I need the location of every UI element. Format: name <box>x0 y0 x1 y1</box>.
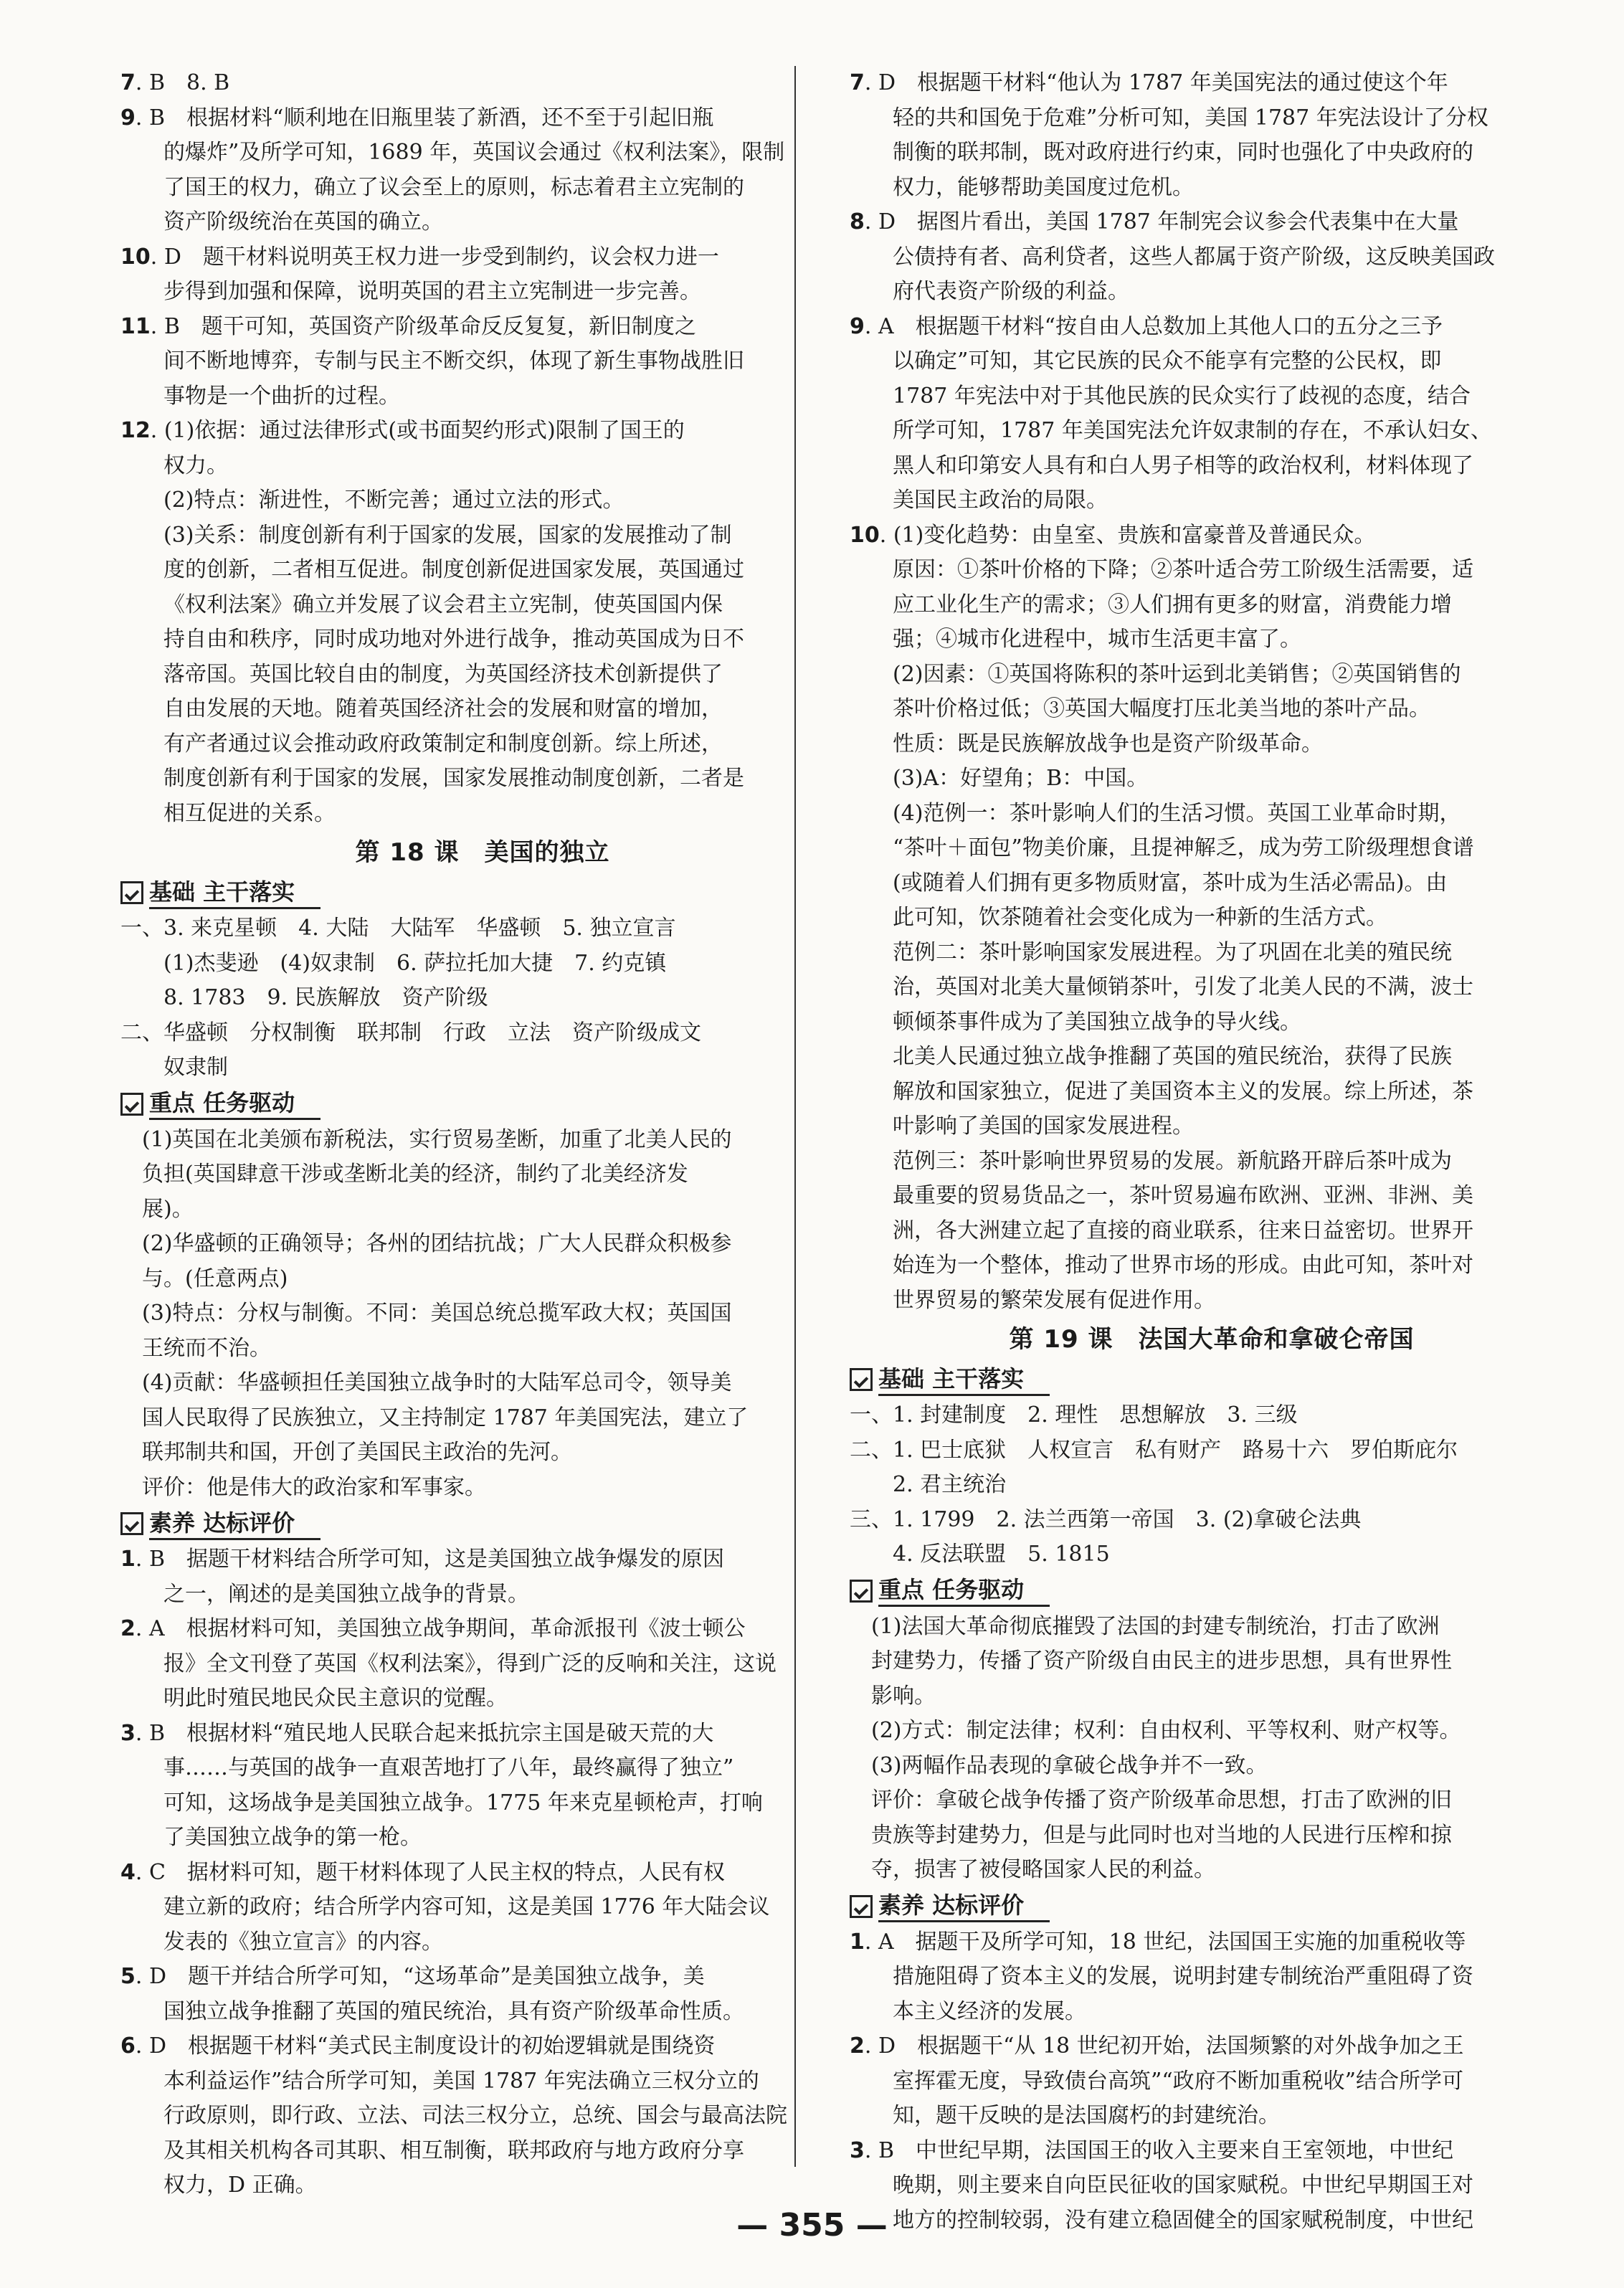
answer-line: 性质：既是民族解放战争也是资产阶级革命。 <box>893 731 1323 756</box>
answer-line: 相互促进的关系。 <box>163 800 336 826</box>
section-label: 重点 任务驱动 <box>878 1575 1050 1607</box>
question-number: 1 <box>120 1547 136 1572</box>
answer-text: B 根据材料“殖民地人民联合起来抵抗宗主国是破天荒的大 <box>148 1720 714 1746</box>
task-answer-line: 评价：拿破仑战争传播了资产阶级革命思想，打击了欧洲的旧 <box>871 1788 1452 1813</box>
section-label: 素养 达标评价 <box>149 1508 320 1540</box>
answer-text: D 根据题干“从 18 世纪初开始，法国频繁的对外战争加之王 <box>878 2033 1464 2059</box>
answer-line: 最重要的贸易货品之一，茶叶贸易遍布欧洲、亚洲、非洲、美 <box>893 1183 1473 1208</box>
task-answer-line: (1)英国在北美颁布新税法，实行贸易垄断，加重了北美人民的 <box>142 1126 732 1152</box>
section-header <box>120 875 845 910</box>
answer-line: 府代表资产阶级的利益。 <box>893 279 1129 304</box>
answer-line: 叶影响了美国的国家发展进程。 <box>893 1114 1194 1139</box>
task-answer-line: 与。(任意两点) <box>142 1266 288 1291</box>
answer-line: 报》全文刊登了英国《权利法案》，得到广泛的反响和关注，这说 <box>163 1651 777 1676</box>
answer-line: 本主义经济的发展。 <box>893 1998 1086 2024</box>
answer-line: 及其相关机构各司其职、相互制衡，联邦政府与地方政府分享 <box>163 2137 744 2163</box>
task-answer-line: 负担(英国肆意干涉或垄断北美的经济，制约了北美经济发 <box>142 1162 688 1187</box>
answer-text: D 题干材料说明英王权力进一步受到制约，议会权力进一 <box>163 244 719 270</box>
answer-line: (3)关系：制度创新有利于国家的发展，国家的发展推动了制 <box>163 522 732 548</box>
answer-line: (4)范例一：茶叶影响人们的生活习惯。英国工业革命时期， <box>893 800 1461 826</box>
answer-line: 步得到加强和保障，说明英国的君主立宪制进一步完善。 <box>163 279 701 304</box>
answer-line: 明此时殖民地民众民主意识的觉醒。 <box>163 1686 508 1711</box>
section-header <box>850 1574 1574 1608</box>
answer-line: 权力。 <box>163 452 228 478</box>
right-column <box>850 66 1574 2238</box>
task-answer-line: (3)特点：分权与制衡。不同：美国总统总揽军政大权；英国国 <box>142 1301 732 1326</box>
question-line: 6. D 根据题干材料“美式民主制度设计的初始逻辑就是围绕资 <box>120 2033 716 2059</box>
question-number: 3 <box>850 2137 865 2163</box>
answer-line: 晚期，则主要来自向臣民征收的国家赋税。中世纪早期国王对 <box>893 2173 1473 2198</box>
task-answer-line: (2)方式：制定法律；权利：自由权利、平等权利、财产权等。 <box>871 1718 1461 1743</box>
fill-in-line: 二、华盛顿 分权制衡 联邦制 行政 立法 资产阶级成文 <box>120 1020 701 1045</box>
section-header <box>120 1506 845 1541</box>
answer-line: 自由发展的天地。随着英国经济社会的发展和财富的增加， <box>163 696 723 721</box>
answer-text: B 中世纪早期，法国国王的收入主要来自王室领地，中世纪 <box>878 2137 1453 2163</box>
answer-line: 有产者通过议会推动政府政策制定和制度创新。综上所述， <box>163 731 723 756</box>
answer-line: 《权利法案》确立并发展了议会君主立宪制，使英国国内保 <box>163 592 723 617</box>
question-line: 3. B 根据材料“殖民地人民联合起来抵抗宗主国是破天荒的大 <box>120 1720 714 1746</box>
answer-text: D 根据题干材料“美式民主制度设计的初始逻辑就是围绕资 <box>148 2033 716 2059</box>
answer-line: 世界贸易的繁荣发展有促进作用。 <box>893 1287 1215 1313</box>
fill-in-continuation: 奴隶制 <box>163 1055 228 1080</box>
task-answer-line: 贵族等封建势力，但是与此同时也对当地的人民进行压榨和掠 <box>871 1822 1452 1848</box>
answer-line: 之一，阐述的是美国独立战争的背景。 <box>163 1581 529 1607</box>
answer-line: 国独立战争推翻了英国的殖民统治，具有资产阶级革命性质。 <box>163 1998 744 2024</box>
question-number: 1 <box>850 1929 865 1955</box>
answer-text: D 据图片看出，美国 1787 年制宪会议参会代表集中在大量 <box>878 209 1459 234</box>
answer-line: 始连为一个整体，推动了世界市场的形成。由此可知，茶叶对 <box>893 1253 1473 1278</box>
question-line: 7. D 根据题干材料“他认为 1787 年美国宪法的通过使这个年 <box>850 70 1448 95</box>
question-line: 8. D 据图片看出，美国 1787 年制宪会议参会代表集中在大量 <box>850 209 1459 234</box>
question-line: 7. B 8. B <box>120 70 230 95</box>
answer-line: 公债持有者、高利贷者，这些人都属于资产阶级，这反映美国政 <box>893 244 1495 270</box>
answer-line: 茶叶价格过低；③英国大幅度打压北美当地的茶叶产品。 <box>893 696 1430 721</box>
answer-line: 发表的《独立宣言》的内容。 <box>163 1929 443 1955</box>
answer-text: D 题干并结合所学可知，“这场革命”是美国独立战争，美 <box>148 1964 705 1989</box>
answer-line: (2)特点：渐进性，不断完善；通过立法的形式。 <box>163 488 625 513</box>
question-number: 4 <box>120 1859 136 1885</box>
left-column <box>120 66 845 2203</box>
question-number: 2 <box>120 1616 136 1641</box>
answer-line: 北美人民通过独立战争推翻了英国的殖民统治，获得了民族 <box>893 1044 1452 1069</box>
question-number: 5 <box>120 1964 136 1989</box>
question-number: 12 <box>120 418 151 443</box>
answer-line: 室挥霍无度，导致债台高筑”“政府不断加重税收”结合所学可 <box>893 2068 1464 2094</box>
answer-line: 度的创新，二者相互促进。制度创新促进国家发展，英国通过 <box>163 557 744 582</box>
section-header <box>850 1889 1574 1924</box>
check-box-icon <box>120 1512 143 1535</box>
answer-line: 本利益运作”结合所学可知，美国 1787 年宪法确立三权分立的 <box>163 2068 759 2094</box>
answer-line: 了国王的权力，确立了议会至上的原则，标志着君主立宪制的 <box>163 174 744 200</box>
answer-line: 强；④城市化进程中，城市生活更丰富了。 <box>893 627 1301 652</box>
question-number: 3 <box>120 1720 136 1746</box>
fill-in-line: 一、3. 来克星顿 4. 大陆 大陆军 华盛顿 5. 独立宣言 <box>120 916 676 941</box>
task-answer-line: 评价：他是伟大的政治家和军事家。 <box>142 1474 486 1500</box>
answer-text: B 题干可知，英国资产阶级革命反反复复，新旧制度之 <box>163 313 696 339</box>
task-answer-line: 国人民取得了民族独立，又主持制定 1787 年美国宪法，建立了 <box>142 1405 749 1430</box>
answer-line: 黑人和印第安人具有和白人男子相等的政治权利，材料体现了 <box>893 452 1473 478</box>
question-number: 7 <box>850 70 865 95</box>
task-answer-line: 联邦制共和国，开创了美国民主政治的先河。 <box>142 1440 572 1465</box>
question-line: 10. D 题干材料说明英王权力进一步受到制约，议会权力进一 <box>120 244 719 270</box>
lesson-title: 第 18 课 美国的独立 <box>355 838 610 867</box>
answer-text: (1)变化趋势：由皇室、贵族和富豪普及普通民众。 <box>893 522 1376 548</box>
section-label: 基础 主干落实 <box>149 877 320 909</box>
question-line: 1. A 据题干及所学可知，18 世纪，法国国王实施的加重税收等 <box>850 1929 1466 1955</box>
fill-in-continuation: (1)杰斐逊 (4)奴隶制 6. 萨拉托加大捷 7. 约克镇 <box>163 950 667 976</box>
question-line: 9. A 根据题干材料“按自由人总数加上其他人口的五分之三予 <box>850 313 1443 339</box>
answer-line: 制度创新有利于国家的发展，国家发展推动制度创新，二者是 <box>163 766 744 791</box>
task-answer-line: 封建势力，传播了资产阶级自由民主的进步思想，具有世界性 <box>871 1648 1452 1674</box>
answer-line: (或随着人们拥有更多物质财富，茶叶成为生活必需品)。由 <box>893 870 1448 896</box>
answer-line: 可知，这场战争是美国独立战争。1775 年来克星顿枪声，打响 <box>163 1790 763 1815</box>
question-line: 11. B 题干可知，英国资产阶级革命反反复复，新旧制度之 <box>120 313 696 339</box>
question-number: 9 <box>850 313 865 339</box>
question-number: 8 <box>850 209 865 234</box>
task-answer-line: 影响。 <box>871 1683 936 1709</box>
answer-line: (2)因素：①英国将陈积的茶叶运到北美销售；②英国销售的 <box>893 661 1461 687</box>
question-line: 5. D 题干并结合所学可知，“这场革命”是美国独立战争，美 <box>120 1964 705 1989</box>
answer-text: A 根据材料可知，美国独立战争期间，革命派报刊《波士顿公 <box>148 1616 746 1641</box>
column-divider <box>794 66 796 2167</box>
task-answer-line: 展)。 <box>142 1196 194 1222</box>
answer-line: 顿倾茶事件成为了美国独立战争的导火线。 <box>893 1009 1301 1035</box>
section-header <box>850 1362 1574 1397</box>
task-answer-line: (4)贡献：华盛顿担任美国独立战争时的大陆军总司令，领导美 <box>142 1370 732 1395</box>
answer-line: 洲，各大洲建立起了直接的商业联系，往来日益密切。世界开 <box>893 1217 1473 1243</box>
answer-line: 解放和国家独立，促进了美国资本主义的发展。综上所述，茶 <box>893 1078 1473 1104</box>
question-line: 4. C 据材料可知，题干材料体现了人民主权的特点，人民有权 <box>120 1859 725 1885</box>
question-number: 11 <box>120 313 151 339</box>
answer-line: 事物是一个曲折的过程。 <box>163 383 400 409</box>
question-line: 1. B 据题干材料结合所学可知，这是美国独立战争爆发的原因 <box>120 1547 724 1572</box>
answer-line: 美国民主政治的局限。 <box>893 488 1108 513</box>
section-header <box>120 1087 845 1121</box>
question-line: 2. A 根据材料可知，美国独立战争期间，革命派报刊《波士顿公 <box>120 1616 746 1641</box>
fill-in-continuation: 4. 反法联盟 5. 1815 <box>893 1542 1110 1567</box>
answer-text: B 8. B <box>148 70 230 95</box>
answer-line: 应工业化生产的需求；③人们拥有更多的财富，消费能力增 <box>893 592 1452 617</box>
check-box-icon <box>850 1580 873 1603</box>
answer-line: 持自由和秩序，同时成功地对外进行战争，推动英国成为日不 <box>163 627 744 652</box>
lesson-title: 第 19 课 法国大革命和拿破仑帝国 <box>1009 1325 1415 1354</box>
answer-line: 措施阻碍了资本主义的发展，说明封建专制统治严重阻碍了资 <box>893 1964 1473 1989</box>
fill-in-continuation: 2. 君主统治 <box>893 1472 1007 1497</box>
question-line: 2. D 根据题干“从 18 世纪初开始，法国频繁的对外战争加之王 <box>850 2033 1464 2059</box>
answer-line: 知，题干反映的是法国腐朽的封建统治。 <box>893 2103 1280 2128</box>
question-line: 3. B 中世纪早期，法国国王的收入主要来自王室领地，中世纪 <box>850 2137 1453 2163</box>
task-answer-line: 王统而不治。 <box>142 1335 271 1361</box>
answer-text: A 据题干及所学可知，18 世纪，法国国王实施的加重税收等 <box>878 1929 1466 1955</box>
answer-line: 原因：①茶叶价格的下降；②茶叶适合劳工阶级生活需要，适 <box>893 557 1473 582</box>
answer-line: 权力，D 正确。 <box>163 2173 317 2198</box>
check-box-icon <box>120 881 143 904</box>
answer-line: 范例二：茶叶影响国家发展进程。为了巩固在北美的殖民统 <box>893 939 1452 965</box>
check-box-icon <box>120 1093 143 1116</box>
answer-line: 1787 年宪法中对于其他民族的民众实行了歧视的态度，结合 <box>893 383 1471 409</box>
fill-in-continuation: 8. 1783 9. 民族解放 资产阶级 <box>163 985 488 1010</box>
answer-line: 了美国独立战争的第一枪。 <box>163 1825 422 1850</box>
section-label: 素养 达标评价 <box>878 1890 1050 1922</box>
question-number: 6 <box>120 2033 136 2059</box>
fill-in-line: 三、1. 1799 2. 法兰西第一帝国 3. (2)拿破仑法典 <box>850 1506 1362 1532</box>
fill-in-line: 二、1. 巴士底狱 人权宣言 私有财产 路易十六 罗伯斯庇尔 <box>850 1437 1458 1463</box>
answer-line: 建立新的政府；结合所学内容可知，这是美国 1776 年大陆会议 <box>163 1894 770 1919</box>
answer-line: 制衡的联邦制，既对政府进行约束，同时也强化了中央政府的 <box>893 140 1473 165</box>
answer-line: 治，英国对北美大量倾销茶叶，引发了北美人民的不满，波士 <box>893 974 1473 1000</box>
question-number: 10 <box>850 522 880 548</box>
answer-line: 以确定”可知，其它民族的民众不能享有完整的公民权，即 <box>893 348 1442 374</box>
question-number: 9 <box>120 105 136 130</box>
task-answer-line: (2)华盛顿的正确领导；各州的团结抗战；广大人民群众积极参 <box>142 1231 732 1256</box>
answer-line: 事……与英国的战争一直艰苦地打了八年，最终赢得了独立” <box>163 1755 734 1780</box>
answer-text: B 据题干材料结合所学可知，这是美国独立战争爆发的原因 <box>148 1547 724 1572</box>
check-box-icon <box>850 1895 873 1918</box>
check-box-icon <box>850 1368 873 1391</box>
answer-line: 的爆炸”及所学可知，1689 年，英国议会通过《权利法案》，限制 <box>163 140 785 165</box>
question-number: 7 <box>120 70 136 95</box>
answer-line: 资产阶级统治在英国的确立。 <box>163 209 443 234</box>
answer-line: (3)A：好望角；B：中国。 <box>893 766 1149 791</box>
answer-text: B 根据材料“顺利地在旧瓶里装了新酒，还不至于引起旧瓶 <box>148 105 714 130</box>
task-answer-line: (1)法国大革命彻底摧毁了法国的封建专制统治，打击了欧洲 <box>871 1613 1440 1639</box>
answer-line: 所学可知，1787 年美国宪法允许奴隶制的存在，不承认妇女、 <box>893 418 1492 443</box>
question-line: 10. (1)变化趋势：由皇室、贵族和富豪普及普通民众。 <box>850 522 1376 548</box>
answer-line: 此可知，饮茶随着社会变化成为一种新的生活方式。 <box>893 905 1387 930</box>
answer-line: “茶叶＋面包”物美价廉，且提神解乏，成为劳工阶级理想食谱 <box>893 835 1474 860</box>
answer-line: 权力，能够帮助美国度过危机。 <box>893 174 1194 200</box>
task-answer-line: (3)两幅作品表现的拿破仑战争并不一致。 <box>871 1752 1268 1778</box>
fill-in-line: 一、1. 封建制度 2. 理性 思想解放 3. 三级 <box>850 1402 1298 1428</box>
answer-text: D 根据题干材料“他认为 1787 年美国宪法的通过使这个年 <box>878 70 1448 95</box>
page-number: — 355 — <box>736 2207 888 2244</box>
question-line: 12. (1)依据：通过法律形式(或书面契约形式)限制了国王的 <box>120 418 685 443</box>
answer-line: 落帝国。英国比较自由的制度，为英国经济技术创新提供了 <box>163 661 723 687</box>
question-number: 2 <box>850 2033 865 2059</box>
answer-line: 地方的控制较弱，没有建立稳固健全的国家赋税制度，中世纪 <box>893 2207 1473 2233</box>
section-label: 重点 任务驱动 <box>149 1088 320 1120</box>
section-label: 基础 主干落实 <box>878 1364 1050 1396</box>
answer-text: C 据材料可知，题干材料体现了人民主权的特点，人民有权 <box>148 1859 725 1885</box>
answer-text: (1)依据：通过法律形式(或书面契约形式)限制了国王的 <box>163 418 685 443</box>
answer-text: A 根据题干材料“按自由人总数加上其他人口的五分之三予 <box>878 313 1443 339</box>
question-line: 9. B 根据材料“顺利地在旧瓶里装了新酒，还不至于引起旧瓶 <box>120 105 714 130</box>
question-number: 10 <box>120 244 151 270</box>
task-answer-line: 夺，损害了被侵略国家人民的利益。 <box>871 1857 1215 1882</box>
answer-line: 范例三：茶叶影响世界贸易的发展。新航路开辟后茶叶成为 <box>893 1148 1452 1174</box>
answer-line: 轻的共和国免于危难”分析可知，美国 1787 年宪法设计了分权 <box>893 105 1488 130</box>
answer-line: 行政原则，即行政、立法、司法三权分立，总统、国会与最高法院 <box>163 2103 787 2128</box>
answer-line: 间不断地博弈，专制与民主不断交织，体现了新生事物战胜旧 <box>163 348 744 374</box>
